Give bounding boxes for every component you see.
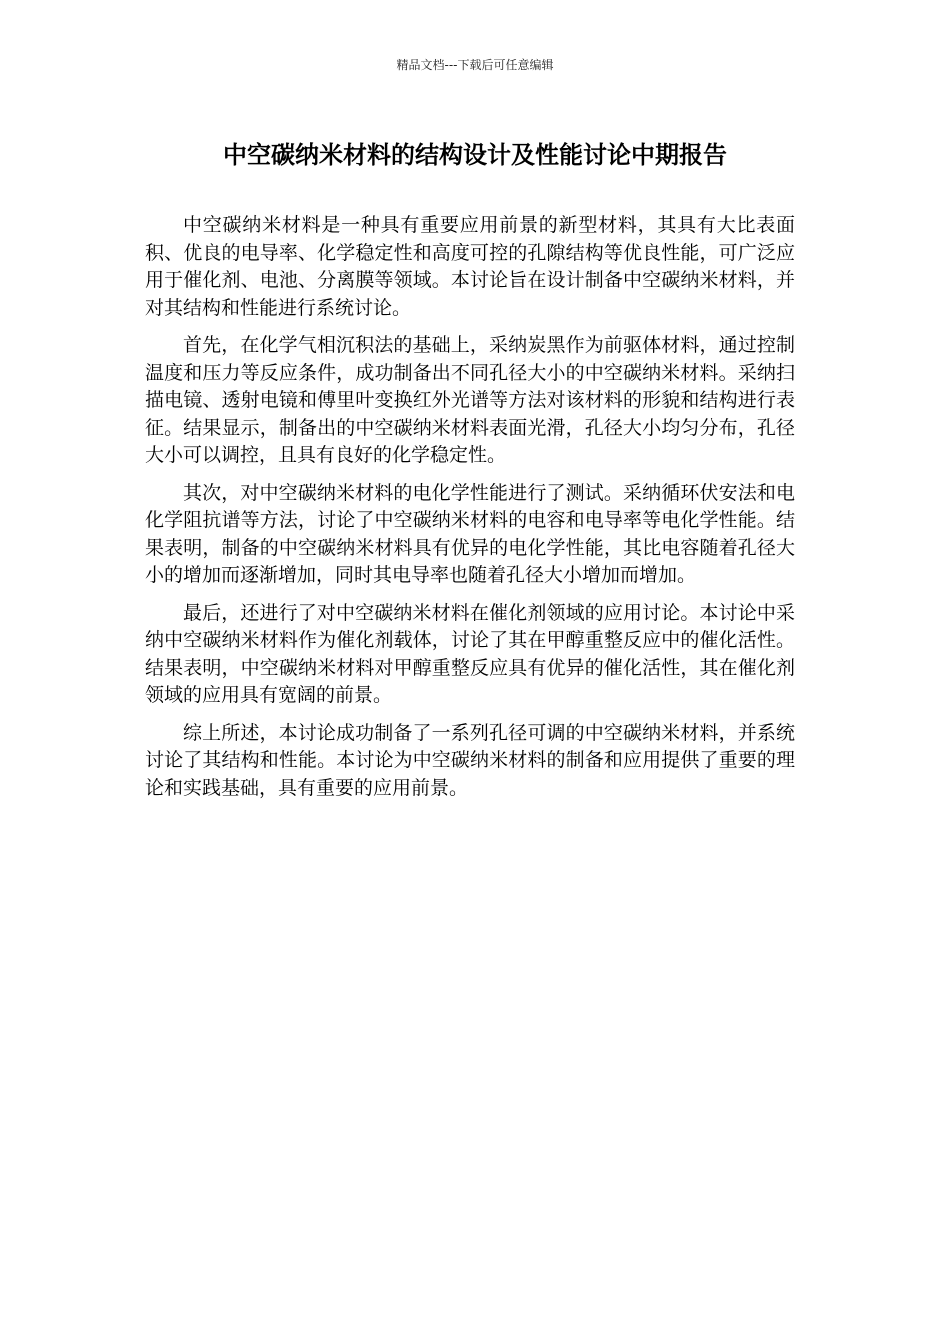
paragraph-conclusion: 综上所述，本讨论成功制备了一系列孔径可调的中空碳纳米材料，并系统讨论了其结构和性能。本讨论为中空碳纳米材料的制备和应用提供了重要的理论和实践基础，具有重要的应用前景。 bbox=[145, 721, 795, 799]
document-body bbox=[145, 212, 795, 812]
paragraph-electrochemistry: 其次，对中空碳纳米材料的电化学性能进行了测试。采纳循环伏安法和电化学阻抗谱等方法，讨论了中空碳纳米材料的电容和电导率等电化学性能。结果表明，制备的中空碳纳米材料具有优异的电化学性能，其比电容随着孔径大小的增加而逐渐增加，同时其电导率也随着孔径大小增加而增加。 bbox=[145, 481, 795, 586]
paragraph-introduction: 中空碳纳米材料是一种具有重要应用前景的新型材料，其具有大比表面积、优良的电导率、化学稳定性和高度可控的孔隙结构等优良性能，可广泛应用于催化剂、电池、分离膜等领域。本讨论旨在设计制备中空碳纳米材料，并对其结构和性能进行系统讨论。 bbox=[145, 214, 795, 319]
page-header: 精品文档---下载后可任意编辑 bbox=[396, 58, 554, 72]
paragraph-catalysis: 最后，还进行了对中空碳纳米材料在催化剂领域的应用讨论。本讨论中采纳中空碳纳米材料作为催化剂载体，讨论了其在甲醇重整反应中的催化活性。结果表明，中空碳纳米材料对甲醇重整反应具有优异的催化活性，其在催化剂领域的应用具有宽阔的前景。 bbox=[145, 601, 795, 706]
document-title: 中空碳纳米材料的结构设计及性能讨论中期报告 bbox=[223, 141, 727, 169]
paragraph-preparation: 首先，在化学气相沉积法的基础上，采纳炭黑作为前驱体材料，通过控制温度和压力等反应条件，成功制备出不同孔径大小的中空碳纳米材料。采纳扫描电镜、透射电镜和傅里叶变换红外光谱等方法对该材料的形貌和结构进行表征。结果显示，制备出的中空碳纳米材料表面光滑，孔径大小均匀分布，孔径大小可以调控，且具有良好的化学稳定性。 bbox=[145, 334, 795, 466]
